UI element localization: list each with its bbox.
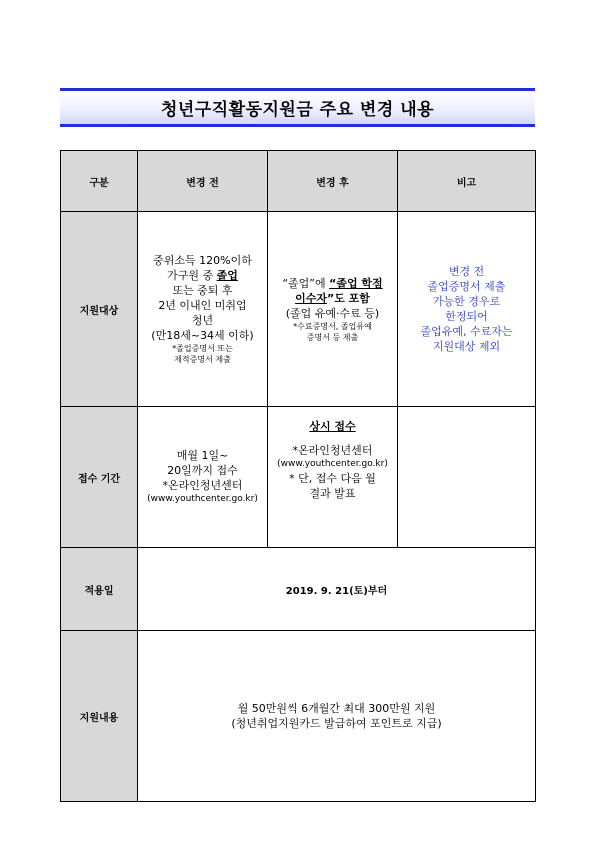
target-note-line: 졸업유예, 수료자는 bbox=[420, 325, 513, 338]
change-table bbox=[60, 150, 536, 802]
target-after-note: *수료증명서, 졸업유예 bbox=[293, 321, 372, 331]
table-row-target bbox=[61, 212, 536, 407]
target-before-line: 청년 bbox=[191, 314, 214, 327]
period-before-line: 20일까지 접수 bbox=[167, 464, 238, 477]
row-label-date: 적용일 bbox=[61, 548, 138, 631]
content-line: 월 50만원씩 6개월간 최대 300만원 지원 bbox=[237, 702, 436, 715]
content-cell bbox=[138, 631, 536, 802]
target-before-line: 또는 중퇴 후 bbox=[172, 284, 233, 297]
target-before-line: 가구원 중 졸업 bbox=[167, 269, 238, 282]
effective-date: 2019. 9. 21(토)부터 bbox=[138, 548, 536, 631]
header-category: 구분 bbox=[61, 151, 138, 212]
target-before-note: 제적증명서 제출 bbox=[174, 355, 231, 364]
target-note-line: 한정되어 bbox=[445, 310, 488, 323]
period-after-url: (www.youthcenter.go.kr) bbox=[277, 459, 388, 469]
period-after-line: *온라인청년센터 bbox=[292, 444, 373, 457]
row-label-target: 지원대상 bbox=[61, 212, 138, 407]
period-before-line: *온라인청년센터 bbox=[162, 479, 243, 492]
target-note-line: 지원대상 제외 bbox=[432, 340, 501, 353]
target-note-line: 가능한 경우로 bbox=[432, 295, 501, 308]
target-before-line: 중위소득 120%이하 bbox=[153, 254, 252, 267]
target-note-line: 변경 전 bbox=[448, 265, 485, 278]
title-banner bbox=[60, 88, 535, 127]
period-after-title: 상시 접수 bbox=[309, 420, 356, 433]
period-note-cell bbox=[398, 407, 536, 548]
target-note-cell bbox=[398, 212, 536, 407]
target-after-note: 증명서 등 제출 bbox=[306, 332, 359, 342]
period-after-line: 결과 발표 bbox=[309, 487, 356, 500]
header-before: 변경 전 bbox=[138, 151, 268, 212]
target-before-note: *졸업증명서 또는 bbox=[172, 344, 233, 353]
table-row-period bbox=[61, 407, 536, 548]
target-before-line: (만18세~34세 이하) bbox=[151, 329, 254, 342]
period-after-cell bbox=[268, 407, 398, 548]
target-after-line: 이수자”도 포함 bbox=[295, 291, 370, 305]
target-before-cell bbox=[138, 212, 268, 407]
period-before-line: 매월 1일~ bbox=[176, 449, 229, 462]
target-note-line: 졸업증명서 제출 bbox=[427, 280, 506, 293]
table-row-content bbox=[61, 631, 536, 802]
target-after-line: (졸업 유예·수료 등) bbox=[285, 306, 380, 320]
period-before-url: (www.youthcenter.go.kr) bbox=[147, 494, 258, 504]
header-row bbox=[61, 151, 536, 212]
content-line: (청년취업지원카드 발급하여 포인트로 지급) bbox=[231, 717, 442, 730]
header-after: 변경 후 bbox=[268, 151, 398, 212]
table-row-date bbox=[61, 548, 536, 631]
header-note: 비고 bbox=[398, 151, 536, 212]
row-label-period: 접수 기간 bbox=[61, 407, 138, 548]
target-before-line: 2년 이내인 미취업 bbox=[158, 299, 247, 312]
row-label-content: 지원내용 bbox=[61, 631, 138, 802]
page-title: 청년구직활동지원금 주요 변경 내용 bbox=[160, 100, 435, 120]
period-before-cell bbox=[138, 407, 268, 548]
target-after-cell bbox=[268, 212, 398, 407]
target-after-line: “졸업”에 “졸업 학점 bbox=[282, 276, 383, 290]
period-after-line: * 단, 접수 다음 월 bbox=[289, 472, 376, 485]
